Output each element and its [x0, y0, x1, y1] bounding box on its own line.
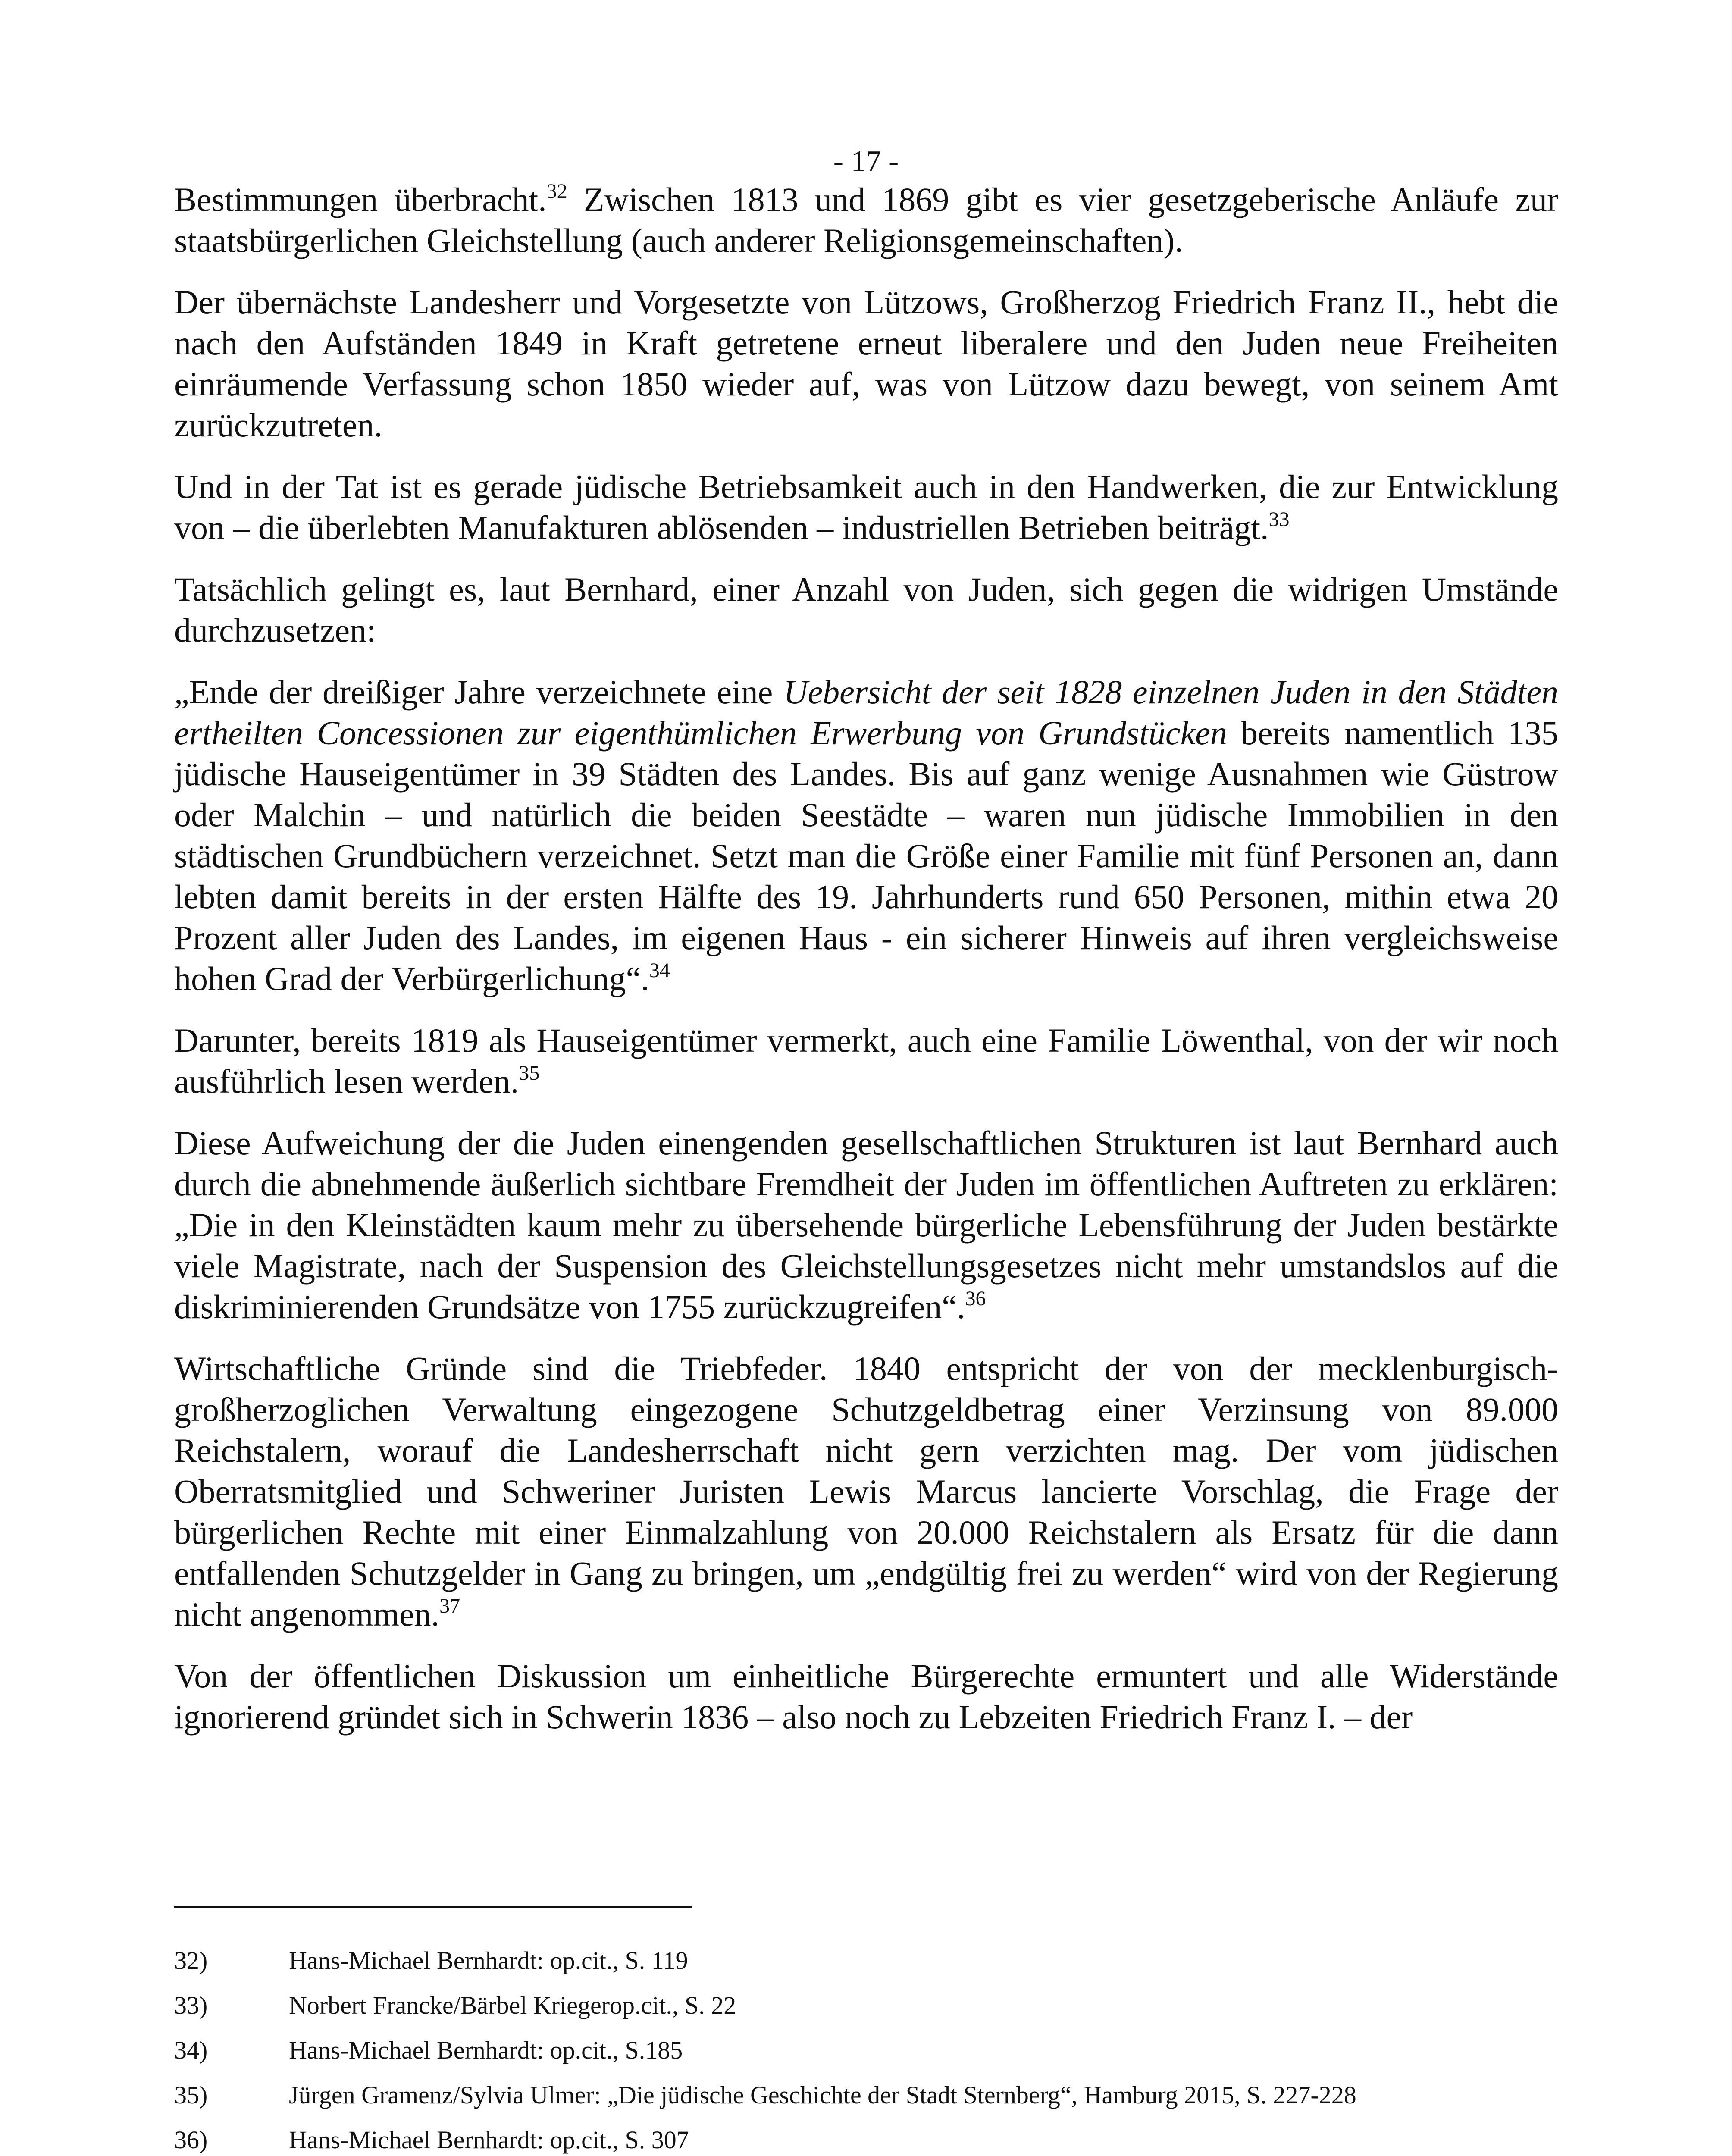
page-number: - 17 - [833, 145, 899, 178]
body-text [174, 179, 1558, 1758]
paragraph-1-text-b: Zwischen 1813 und 1869 gibt es vier gesetzgeberische Anläufe zur staatsbürgerlichen Gleichstellung (auch anderer Religionsgemeinschaften). [174, 181, 1558, 259]
footnote-36 [174, 2123, 1558, 2156]
paragraph-5-text: Darunter, bereits 1819 als Hauseigentümer vermerkt, auch eine Familie Löwenthal, von der wir noch ausführlich lesen werden. [174, 1022, 1558, 1100]
paragraph-1-text-a: Bestimmungen überbracht. [174, 181, 547, 218]
footnote-32 [174, 1944, 1558, 1977]
quote-italic-title: Uebersicht der seit 1828 einzelnen Juden in den Städten ertheilten Concessionen zur eigenthümlichen Erwerbung von Grundstücken [174, 673, 1558, 752]
paragraph-3 [174, 466, 1558, 548]
footnote-number: 36) [174, 2126, 208, 2154]
quote-text-b: bereits namentlich 135 jüdische Hauseigentümer in 39 Städten des Landes. Bis auf ganz wenige Ausnahmen wie Güstrow oder Malchin – und natürlich die beiden Seestädte – waren nun jüdische Immobilien in den städtischen Grundbüchern verzeichnet. Setzt man die Größe einer Familie mit fünf Personen an, dann lebten damit bereits in der ersten Hälfte des 19. Jahrhunderts rund 650 Personen, mithin etwa 20 Prozent aller Juden des Landes, im eigenen Haus - ein sicherer Hinweis auf ihren vergleichsweise hohen Grad der Verbürgerlichung“. [174, 714, 1558, 997]
footnote-text: Hans-Michael Bernhardt: op.cit., S. 307 [289, 2126, 689, 2154]
footnote-text: Norbert Francke/Bärbel Kriegerop.cit., S. 22 [289, 1991, 736, 2019]
footnote-33 [174, 1989, 1558, 2022]
paragraph-7 [174, 1348, 1558, 1635]
footnote-separator [174, 1906, 692, 1908]
paragraph-6-text: Diese Aufweichung der die Juden einengenden gesellschaftlichen Strukturen ist laut Bernhard auch durch die abnehmende äußerlich sichtbare Fremdheit der Juden im öffentlichen Auftreten zu erklären: „Die in den Kleinstädten kaum mehr zu übersehende bürgerliche Lebensführung der Juden bestärkte viele Magistrate, nach der Suspension des Gleichstellungsgesetzes nicht mehr umstandslos auf die diskriminierenden Grundsätze von 1755 zurückzugreifen“. [174, 1124, 1558, 1326]
footnote-text: Hans-Michael Bernhardt: op.cit., S. 119 [289, 1946, 688, 1974]
footnote-35 [174, 2078, 1558, 2112]
paragraph-4: Tatsächlich gelingt es, laut Bernhard, einer Anzahl von Juden, sich gegen die widrigen Umstände durchzusetzen: [174, 570, 1558, 649]
paragraph-5 [174, 1020, 1558, 1102]
footnote-ref-35[interactable]: 35 [519, 1062, 540, 1084]
quote-text-a: „Ende der dreißiger Jahre verzeichnete eine [174, 673, 784, 711]
paragraph-6 [174, 1122, 1558, 1327]
footnote-number: 33) [174, 1991, 208, 2019]
footnotes [174, 1944, 1558, 2156]
paragraph-2: Der übernächste Landesherr und Vorgesetzte von Lützows, Großherzog Friedrich Franz II., hebt die nach den Aufständen 1849 in Kraft getretene erneut liberalere und den Juden neue Freiheiten einräumende Verfassung schon 1850 wieder auf, was von Lützow dazu bewegt, von seinem Amt zurückzutreten. [174, 283, 1558, 444]
block-quote [174, 671, 1558, 999]
paragraph-1 [174, 179, 1558, 261]
footnote-text: Hans-Michael Bernhardt: op.cit., S.185 [289, 2036, 683, 2064]
paragraph-3-text: Und in der Tat ist es gerade jüdische Betriebsamkeit auch in den Handwerken, die zur Entwicklung von – die überlebten Manufakturen ablösenden – industriellen Betrieben beiträgt. [174, 468, 1558, 546]
footnote-ref-37[interactable]: 37 [439, 1595, 460, 1617]
paragraph-7-text: Wirtschaftliche Gründe sind die Triebfeder. 1840 entspricht der von der mecklenburgisch-großherzoglichen Verwaltung eingezogene Schutzgeldbetrag einer Verzinsung von 89.000 Reichstalern, worauf die Landesherrschaft nicht gern verzichten mag. Der vom jüdischen Oberratsmitglied und Schweriner Juristen Lewis Marcus lancierte Vorschlag, die Frage der bürgerlichen Rechte mit einer Einmalzahlung von 20.000 Reichstalern als Ersatz für die dann entfallenden Schutzgelder in Gang zu bringen, um „endgültig frei zu werden“ wird von der Regierung nicht angenommen. [174, 1350, 1558, 1633]
footnote-ref-32[interactable]: 32 [546, 180, 567, 203]
footnote-text: Jürgen Gramenz/Sylvia Ulmer: „Die jüdische Geschichte der Stadt Sternberg“, Hamburg 2015, S. 227-228 [289, 2081, 1356, 2109]
footnote-number: 34) [174, 2036, 208, 2064]
footnote-34 [174, 2034, 1558, 2067]
footnote-ref-36[interactable]: 36 [965, 1287, 986, 1310]
footnote-number: 32) [174, 1946, 208, 1974]
footnote-ref-33[interactable]: 33 [1268, 508, 1290, 531]
paragraph-8: Von der öffentlichen Diskussion um einheitliche Bürgerechte ermuntert und alle Widerstände ignorierend gründet sich in Schwerin 1836 – also noch zu Lebzeiten Friedrich Franz I. – der [174, 1657, 1558, 1736]
footnote-number: 35) [174, 2081, 208, 2109]
footnote-ref-34[interactable]: 34 [649, 959, 670, 982]
